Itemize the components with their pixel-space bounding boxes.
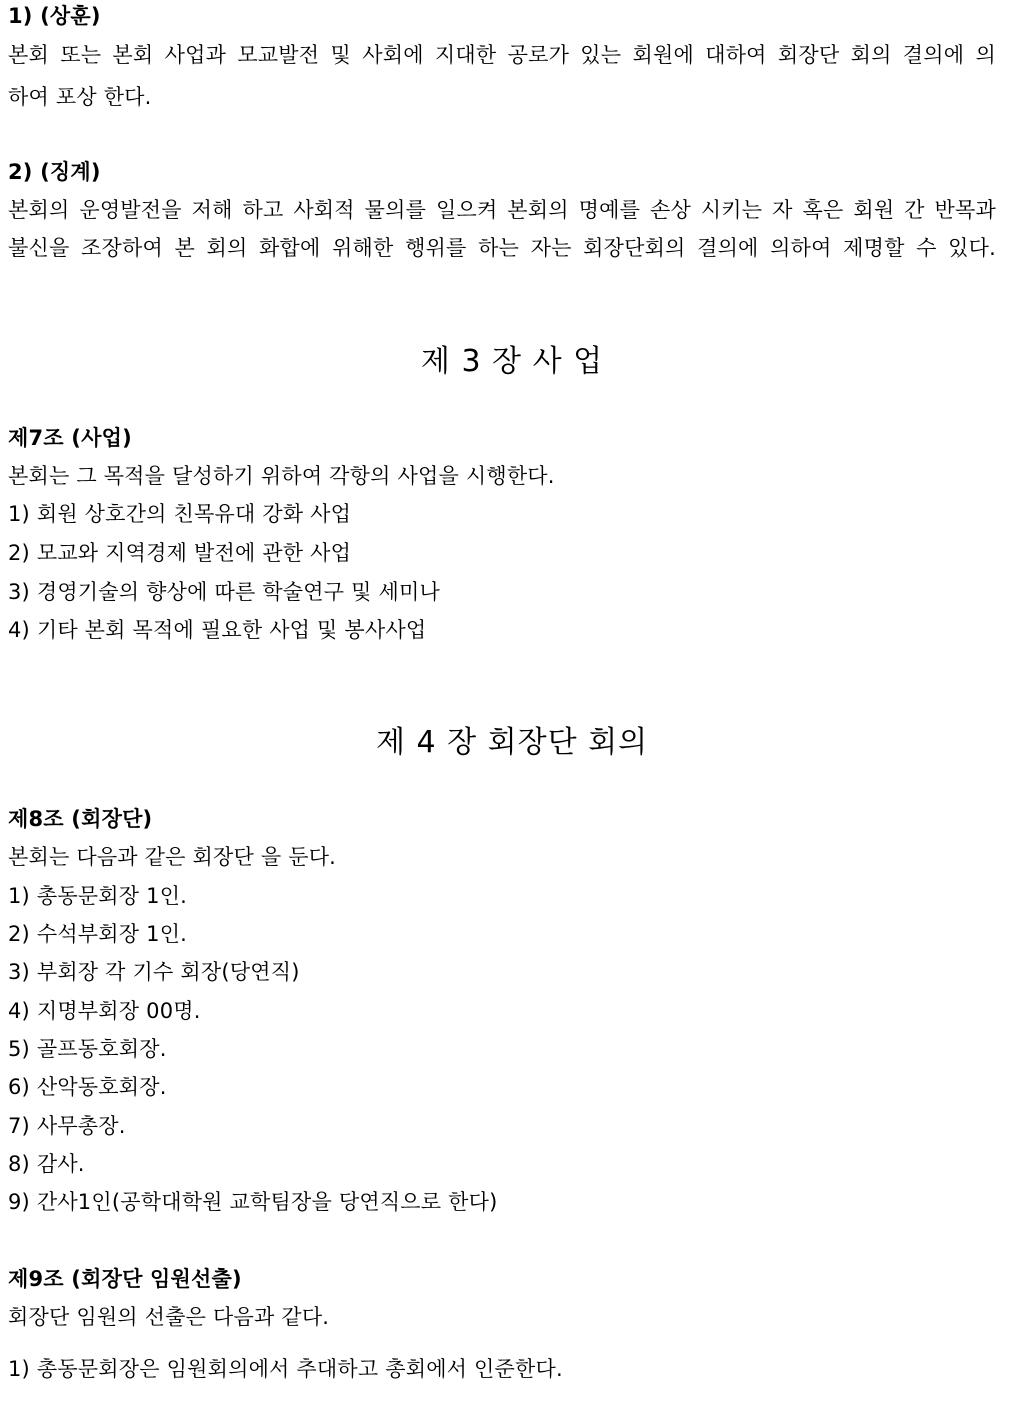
article-8-item: 1) 총동문회장 1인. xyxy=(8,884,188,908)
article-7-item: 3) 경영기술의 향상에 따른 학술연구 및 세미나 xyxy=(8,580,440,604)
article-8-item: 8) 감사. xyxy=(8,1152,85,1176)
article-8-item: 4) 지명부회장 00명. xyxy=(8,999,201,1023)
article-7-intro: 본회는 그 목적을 달성하기 위하여 각항의 사업을 시행한다. xyxy=(8,464,555,488)
article-9-item: 1) 총동문회장은 임원회의에서 추대하고 총회에서 인준한다. xyxy=(8,1357,563,1381)
chapter-3-title: 제 3 장 사 업 xyxy=(420,344,604,379)
chapter-4-title: 제 4 장 회장단 회의 xyxy=(375,725,649,760)
article-8-item: 6) 산악동호회장. xyxy=(8,1075,167,1099)
article-8-item: 2) 수석부회장 1인. xyxy=(8,922,188,946)
discipline-heading: 2) (징계) xyxy=(8,160,101,184)
article-8-item: 7) 사무총장. xyxy=(8,1114,126,1138)
article-7-item: 1) 회원 상호간의 친목유대 강화 사업 xyxy=(8,502,352,526)
article-8-item: 3) 부회장 각 기수 회장(당연직) xyxy=(8,960,300,984)
award-body-line-2: 하여 포상 한다. xyxy=(8,85,152,109)
discipline-body-line-1: 본회의 운영발전을 저해 하고 사회적 물의를 일으켜 본회의 명예를 손상 시키는 자 혹은 회원 간 반목과 xyxy=(8,198,996,222)
article-7-item: 4) 기타 본회 목적에 필요한 사업 및 봉사사업 xyxy=(8,618,427,642)
article-7-item: 2) 모교와 지역경제 발전에 관한 사업 xyxy=(8,541,352,565)
award-heading: 1) (상훈) xyxy=(8,4,101,28)
article-8-intro: 본회는 다음과 같은 회장단 을 둔다. xyxy=(8,845,337,869)
article-7-heading: 제7조 (사업) xyxy=(8,426,132,450)
article-8-item: 9) 간사1인(공학대학원 교학팀장을 당연직으로 한다) xyxy=(8,1190,498,1214)
discipline-body-line-2: 불신을 조장하여 본 회의 화합에 위해한 행위를 하는 자는 회장단회의 결의에 의하여 제명할 수 있다. xyxy=(8,236,996,260)
article-8-heading: 제8조 (회장단) xyxy=(8,807,153,831)
article-8-item: 5) 골프동호회장. xyxy=(8,1037,167,1061)
award-body-line-1: 본회 또는 본회 사업과 모교발전 및 사회에 지대한 공로가 있는 회원에 대하여 회장단 회의 결의에 의 xyxy=(8,43,996,67)
article-9-intro: 회장단 임원의 선출은 다음과 같다. xyxy=(8,1305,330,1329)
article-9-heading: 제9조 (회장단 임원선출) xyxy=(8,1267,242,1291)
